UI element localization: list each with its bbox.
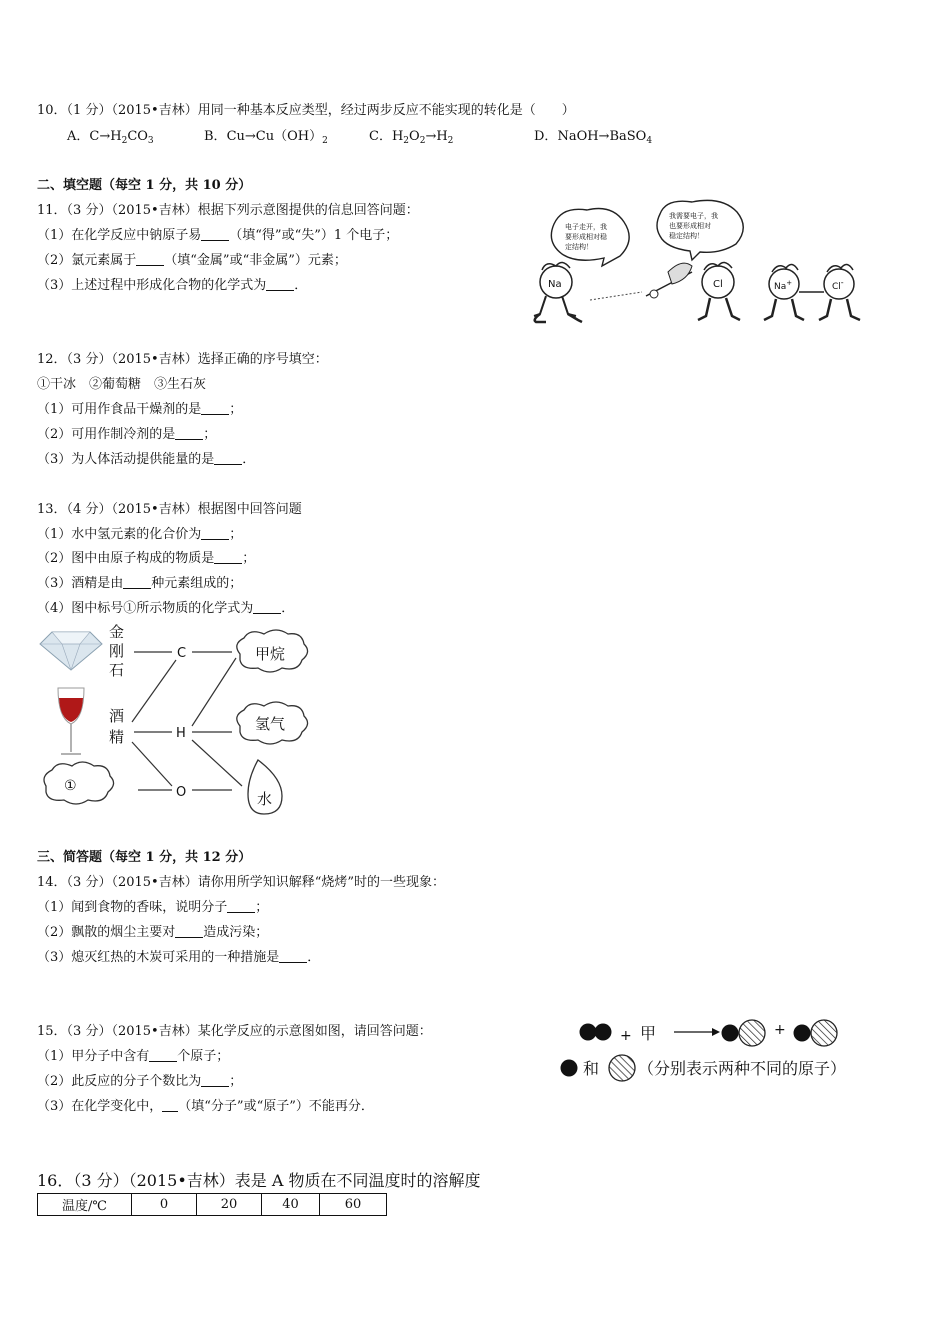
q10-option-c: C．$H_2O_2\to H_2$ — [369, 129, 454, 146]
q12-choices: ①干冰 ②葡萄糖 ③生石灰 — [37, 377, 207, 392]
q14-stem: 14．（3 分）（2015•吉林）请你用所学知识解释“烧烤”时的一些现象： — [37, 875, 445, 890]
answer-blank[interactable] — [175, 427, 203, 440]
section-heading-fill-in: 二、填空题（每空 1 分，共 10 分） — [37, 178, 252, 193]
q10-option-a: A．$C\to H_2CO_3$ — [67, 129, 154, 146]
q14-line-1: （1）闻到食物的香味，说明分子 ； — [37, 900, 269, 915]
product-molecule-1 — [722, 1020, 766, 1046]
water-drop-icon — [248, 760, 282, 814]
answer-blank[interactable] — [279, 950, 307, 963]
q10-option-d: D．NaOH→BaSO$_4$ — [534, 129, 653, 146]
svg-text:金: 金 — [109, 623, 125, 641]
q12-line-2: （2）可用作制冷剂的是 ； — [37, 427, 217, 442]
speech-bubble-2 — [657, 200, 743, 260]
sodium-chloride-cartoon — [532, 196, 872, 332]
hydrogen-cloud — [237, 702, 308, 744]
speech-bubble-2-text: 我需要电子，我 — [669, 212, 718, 220]
svg-text:甲烷: 甲烷 — [255, 645, 286, 663]
answer-blank[interactable] — [253, 601, 281, 614]
svg-text:+: + — [774, 1022, 786, 1038]
reaction-arrow — [674, 1028, 720, 1036]
methane-cloud — [237, 630, 308, 672]
chlorine-atom-character — [698, 262, 740, 320]
sodium-ion-character — [764, 264, 804, 320]
q15-line-1: （1）甲分子中含有 个原子； — [37, 1049, 230, 1064]
svg-text:H: H — [176, 726, 186, 741]
chloride-ion-character — [819, 264, 860, 320]
q10-stem: 10．（1 分）（2015•吉林）用同一种基本反应类型，经过两步反应不能实现的转化是（ ） — [37, 103, 575, 118]
svg-text:①: ① — [64, 778, 77, 794]
q11-line-1: （1）在化学反应中钠原子易 （填“得”或“失”）1 个电子； — [37, 228, 399, 243]
q12-stem: 12．（3 分）（2015•吉林）选择正确的序号填空： — [37, 352, 328, 367]
svg-text:（分别表示两种不同的原子）: （分别表示两种不同的原子） — [638, 1059, 847, 1078]
q13-line-1: （1）水中氢元素的化合价为 ； — [37, 527, 243, 542]
svg-text:和: 和 — [583, 1059, 600, 1078]
product-molecule-2 — [794, 1020, 838, 1046]
svg-text:定结构！: 定结构！ — [565, 243, 593, 251]
svg-text:C: C — [177, 646, 187, 661]
answer-blank[interactable] — [201, 527, 229, 540]
answer-blank[interactable] — [201, 402, 229, 415]
q14-line-2: （2）飘散的烟尘主要对 造成污染； — [37, 925, 269, 940]
q10-option-b: B．$Cu\to Cu(OH)_2$ — [204, 129, 328, 146]
q15-line-3: （3）在化学变化中， （填“分子”或“原子”）不能再分． — [37, 1099, 374, 1114]
table-header-cell: 40 — [262, 1194, 320, 1216]
answer-blank[interactable] — [201, 228, 229, 241]
svg-text:刚: 刚 — [109, 642, 125, 660]
q12-line-1: （1）可用作食品干燥剂的是 ； — [37, 402, 243, 417]
answer-blank[interactable] — [214, 452, 242, 465]
answer-blank[interactable] — [266, 278, 294, 291]
reactant-molecule — [580, 1024, 612, 1041]
q16-stem: 16．（3 分）（2015•吉林）表是 A 物质在不同温度时的溶解度 — [37, 1171, 481, 1190]
q11-line-2: （2）氯元素属于 （填“金属”或“非金属”）元素； — [37, 253, 347, 268]
section-heading-short-answer: 三、简答题（每空 1 分，共 12 分） — [37, 850, 252, 865]
svg-text:石: 石 — [109, 661, 125, 679]
answer-blank[interactable] — [162, 1099, 178, 1112]
q14-line-3: （3）熄灭红热的木炭可采用的一种措施是 ． — [37, 950, 321, 965]
diamond-icon — [40, 632, 102, 670]
answer-blank[interactable] — [149, 1049, 177, 1062]
answer-blank[interactable] — [123, 576, 151, 589]
table-header-cell: 0 — [132, 1194, 197, 1216]
solubility-table — [37, 1193, 387, 1216]
answer-blank[interactable] — [175, 925, 203, 938]
q12-line-3: （3）为人体活动提供能量的是 ． — [37, 452, 256, 467]
q13-line-4: （4）图中标号①所示物质的化学式为 ． — [37, 601, 295, 616]
svg-text:甲: 甲 — [640, 1024, 657, 1043]
answer-blank[interactable] — [227, 900, 255, 913]
svg-text:Na: Na — [548, 279, 562, 290]
butterfly-net — [646, 263, 692, 298]
q11-line-3: （3）上述过程中形成化合物的化学式为 ． — [37, 278, 308, 293]
speech-bubble-1-text: 电子走开，我 — [565, 223, 607, 231]
svg-text:稳定结构！: 稳定结构！ — [669, 232, 704, 240]
answer-blank[interactable] — [136, 253, 164, 266]
q13-line-3: （3）酒精是由 种元素组成的； — [37, 576, 243, 591]
table-header-cell: 20 — [197, 1194, 262, 1216]
q15-line-2: （2）此反应的分子个数比为 ； — [37, 1074, 243, 1089]
answer-blank[interactable] — [214, 551, 242, 564]
table-row — [38, 1194, 387, 1216]
reaction-diagram — [556, 1014, 876, 1086]
svg-text:要形成相对稳: 要形成相对稳 — [565, 233, 607, 241]
legend — [561, 1055, 847, 1081]
table-header-cell: 温度/℃ — [38, 1194, 132, 1216]
sodium-atom-character — [534, 262, 582, 322]
q13-stem: 13．（4 分）（2015•吉林）根据图中回答问题 — [37, 502, 302, 517]
svg-text:氢气: 氢气 — [255, 715, 286, 733]
q13-line-2: （2）图中由原子构成的物质是 ； — [37, 551, 256, 566]
svg-text:Cl-: Cl- — [832, 278, 844, 292]
svg-text:Na+: Na+ — [774, 279, 793, 292]
wine-glass-icon — [58, 688, 84, 754]
svg-text:水: 水 — [257, 790, 273, 808]
svg-text:酒: 酒 — [109, 707, 125, 725]
element-relation-diagram — [36, 618, 326, 820]
unknown-substance-cloud — [44, 762, 114, 804]
q11-stem: 11．（3 分）（2015•吉林）根据下列示意图提供的信息回答问题： — [37, 203, 419, 218]
answer-blank[interactable] — [201, 1074, 229, 1087]
svg-text:O: O — [176, 785, 187, 800]
q15-stem: 15．（3 分）（2015•吉林）某化学反应的示意图如图，请回答问题： — [37, 1024, 432, 1039]
table-header-cell: 60 — [320, 1194, 387, 1216]
svg-text:+: + — [620, 1028, 632, 1044]
svg-text:Cl: Cl — [713, 279, 723, 290]
svg-text:精: 精 — [109, 728, 125, 746]
svg-text:也要形成相对: 也要形成相对 — [669, 222, 711, 230]
